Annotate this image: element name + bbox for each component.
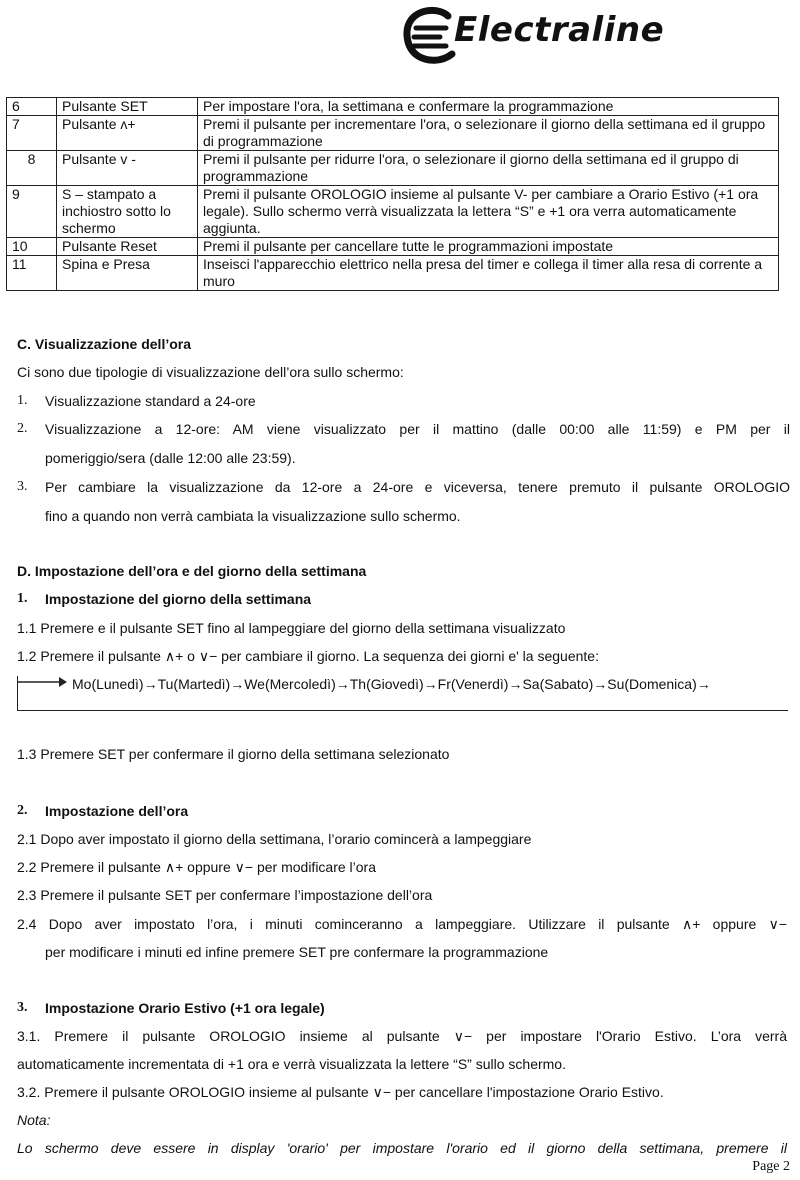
list-item: Visualizzazione standard a 24-ore (45, 393, 256, 409)
step-1-2: 1.2 Premere il pulsante ∧+ o ∨− per cambiare il giorno. La sequenza dei giorni e' la seguente: (17, 648, 599, 664)
brand-logo (402, 4, 672, 66)
step-1-1: 1.1 Premere e il pulsante SET fino al lampeggiare del giorno della settimana visualizzato (17, 620, 566, 636)
step-3-2: 3.2. Premere il pulsante OROLOGIO insieme al pulsante ∨− per cancellare l'impostazione Orario Estivo. (17, 1084, 664, 1100)
subsection-title: Impostazione del giorno della settimana (45, 591, 312, 607)
row-number: 9 (7, 186, 57, 238)
subsection-number: 3. (17, 1000, 28, 1015)
buttons-table (6, 97, 779, 291)
step-2-3: 2.3 Premere il pulsante SET per confermare l’impostazione dell’ora (17, 887, 433, 903)
note-label: Nota: (17, 1112, 51, 1128)
brand-name: Electraline (454, 10, 665, 50)
row-number: 11 (7, 256, 57, 291)
subsection-title: Impostazione Orario Estivo (+1 ora legale) (45, 1000, 325, 1016)
list-number: 2. (17, 421, 28, 436)
step-3-1: 3.1. Premere il pulsante OROLOGIO insieme al pulsante ∨− per impostare l'Orario Estivo. L’ora verrà (17, 1028, 787, 1044)
row-number: 7 (7, 116, 57, 151)
list-number: 1. (17, 393, 28, 408)
list-number: 3. (17, 479, 28, 494)
electraline-logo-icon (402, 4, 462, 66)
page-number: Page 2 (752, 1159, 790, 1174)
table-row (7, 256, 779, 291)
day-sequence: Mo(Lunedì)→Tu(Martedì)→We(Mercoledì)→Th(Giovedì)→Fr(Venerdì)→Sa(Sabato)→Su(Domenica)→ (72, 676, 711, 692)
step-3-1-continuation: automaticamente incrementata di +1 ora e verrà visualizzata la lettere “S” sullo schermo. (17, 1056, 566, 1072)
subsection-number: 2. (17, 803, 28, 818)
step-2-4-continuation: per modificare i minuti ed infine premere SET pre confermare la programmazione (45, 944, 549, 960)
row-description: Premi il pulsante per ridurre l'ora, o selezionare il giorno della settimana ed il gruppo di programmazione (198, 151, 779, 186)
arrow-right-icon (17, 675, 67, 689)
row-number: 6 (7, 98, 57, 116)
list-item: Per cambiare la visualizzazione da 12-ore a 24-ore e viceversa, tenere premuto il pulsante OROLOGIO (45, 479, 790, 495)
row-description: Premi il pulsante OROLOGIO insieme al pulsante V- per cambiare a Orario Estivo (+1 ora legale). Sullo schermo verrà visualizzata la lettera “S” e +1 ora verra automaticamente aggiunta. (198, 186, 779, 238)
row-name: Pulsante ʌ+ (57, 116, 198, 151)
row-description: Inseisci l'apparecchio elettrico nella presa del timer e collega il timer alla resa di corrente a muro (198, 256, 779, 291)
list-item-continuation: pomeriggio/sera (dalle 12:00 alle 23:59). (45, 450, 296, 466)
row-description: Per impostare l'ora, la settimana e confermare la programmazione (198, 98, 779, 116)
row-name: Spina e Presa (57, 256, 198, 291)
row-name: Pulsante Reset (57, 238, 198, 256)
step-1-3: 1.3 Premere SET per confermare il giorno della settimana selezionato (17, 746, 450, 762)
section-c-heading: C. Visualizzazione dell’ora (17, 336, 192, 352)
row-number: 8 (7, 151, 57, 186)
note-text: Lo schermo deve essere in display 'orario' per impostare l'orario ed il giorno della settimana, premere il (17, 1140, 787, 1156)
row-name: Pulsante v - (57, 151, 198, 186)
section-d-heading: D. Impostazione dell’ora e del giorno della settimana (17, 563, 367, 579)
step-2-2: 2.2 Premere il pulsante ∧+ oppure ∨− per modificare l’ora (17, 859, 377, 875)
subsection-number: 1. (17, 591, 28, 606)
row-description: Premi il pulsante per incrementare l'ora, o selezionare il giorno della settimana ed il gruppo di programmazione (198, 116, 779, 151)
step-2-4: 2.4 Dopo aver impostato l’ora, i minuti cominceranno a lampeggiare. Utilizzare il pulsante ∧+ oppure ∨− (17, 916, 787, 932)
list-item-continuation: fino a quando non verrà cambiata la visualizzazione sullo schermo. (45, 508, 461, 524)
row-number: 10 (7, 238, 57, 256)
list-item: Visualizzazione a 12-ore: AM viene visualizzato per il mattino (dalle 00:00 alle 11:59) e PM per il (45, 421, 790, 437)
table-row (7, 116, 779, 151)
table-row (7, 98, 779, 116)
row-name: Pulsante SET (57, 98, 198, 116)
table-row (7, 238, 779, 256)
table-row (7, 186, 779, 238)
subsection-title: Impostazione dell’ora (45, 803, 189, 819)
step-2-1: 2.1 Dopo aver impostato il giorno della settimana, l’orario comincerà a lampeggiare (17, 831, 532, 847)
table-row (7, 151, 779, 186)
row-description: Premi il pulsante per cancellare tutte le programmazioni impostate (198, 238, 779, 256)
row-name: S – stampato a inchiostro sotto lo schermo (57, 186, 198, 238)
section-c-intro: Ci sono due tipologie di visualizzazione dell’ora sullo schermo: (17, 364, 404, 380)
